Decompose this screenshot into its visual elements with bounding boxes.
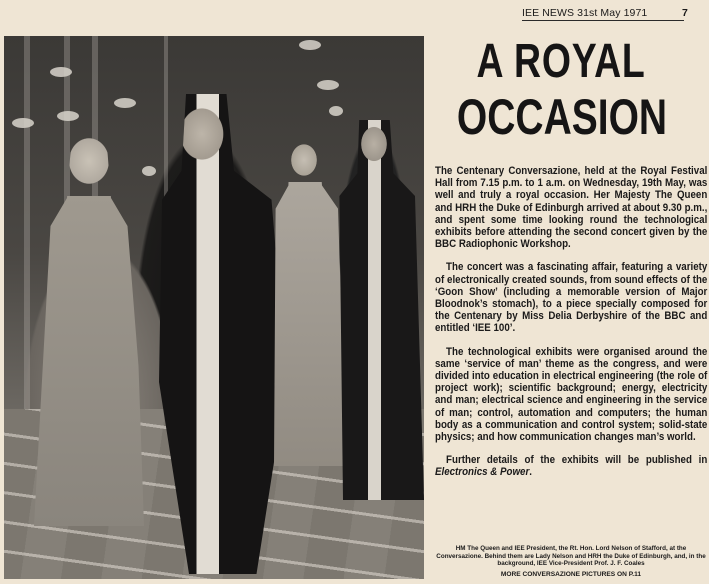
article-photo	[4, 36, 424, 579]
page-number: 7	[682, 7, 688, 19]
article-body	[435, 165, 707, 490]
closing-text: Further details of the exhibits will be published in	[446, 454, 708, 467]
closing-period: .	[529, 466, 532, 479]
publication-reference: Electronics & Power	[435, 466, 530, 479]
headline-line-1: A ROYAL	[476, 35, 646, 88]
photo-caption: HM The Queen and IEE President, the Rt. Hon. Lord Nelson of Stafford, at the Conversazione. Behind them are Lady Nelson and HRH the Duke of Edinburgh, and, in the background, IEE Vice-President Prof. J. F. Coales	[436, 545, 706, 568]
lady-nelson-figure	[266, 136, 346, 466]
paragraph-3: The technological exhibits were organised around the same ‘service of man’ theme as the congress, and were divided into education in electrical engineering (the role of project work); scientific background; energy, electricity and man; electrical science and engineering in the service of man; control, automation and computers; the human body as a communication and control system; solid-state physics; and how communication changes man’s world.	[435, 345, 708, 444]
more-pictures-note: MORE CONVERSAZIONE PICTURES ON P.11	[500, 571, 642, 578]
headline-line-2: OCCASION	[456, 89, 668, 145]
paragraph-4	[435, 454, 707, 478]
publication-dateline: IEE NEWS 31st May 1971	[522, 7, 648, 19]
queen-figure	[34, 126, 144, 526]
paragraph-2: The concert was a fascinating affair, featuring a variety of electronically created sounds, from sound effects of the ‘Goon Show’ (including a memorable version of Major Bloodnok’s stomach), to a piece specially composed for the Centenary by Miss Delia Derbyshire of the BBC and entitled ‘IEE 100’.	[435, 261, 708, 335]
duke-of-edinburgh-figure	[334, 120, 424, 500]
paragraph-1: The Centenary Conversazione, held at the Royal Festival Hall from 7.15 p.m. to 1 a.m. on Wednesday, 19th May, was well and truly a royal occasion. Her Majesty The Queen and HRH the Duke of Edinburgh arrived at about 9.30 p.m., and spent some time looking round the technological exhibits before attending the second concert given by the BBC Radiophonic Workshop.	[435, 165, 708, 251]
page-header	[522, 6, 688, 21]
